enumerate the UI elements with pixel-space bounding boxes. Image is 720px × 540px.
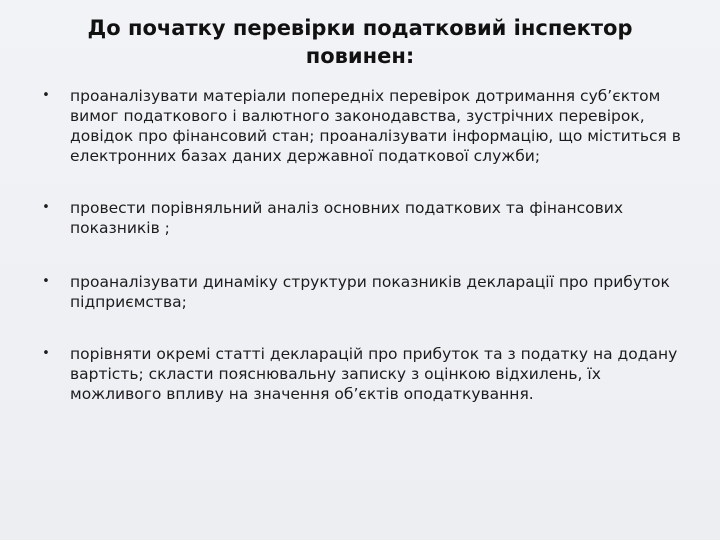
bullet-text: проаналізувати динаміку структури показників декларації про прибуток підприємства;	[70, 273, 670, 311]
bullet-text: проаналізувати матеріали попередніх перевірок дотримання суб’єктом вимог податкового і валютного законодавства, зустрічних перевірок, довідок про фінансовий стан; проаналізувати інформацію, що міститься в електронних базах даних державної податкової служби;	[70, 87, 681, 165]
bullet-icon: •	[42, 274, 50, 289]
bullet-item	[40, 86, 690, 166]
bullet-item	[40, 272, 690, 312]
bullet-text: провести порівняльний аналіз основних податкових та фінансових показників ;	[70, 199, 624, 237]
slide-title: До початку перевірки податковий інспектор повинен:	[87, 16, 633, 68]
bullet-text: порівняти окремі статті декларацій про прибуток та з податку на додану вартість; скласти пояснювальну записку з оцінкою відхилень, їх можливого впливу на значення об’єктів оподаткування.	[70, 345, 678, 403]
bullet-icon: •	[42, 346, 50, 361]
bullet-item	[40, 344, 690, 404]
bullet-item	[40, 198, 690, 238]
bullet-icon: •	[42, 88, 50, 103]
bullet-icon: •	[42, 200, 50, 215]
